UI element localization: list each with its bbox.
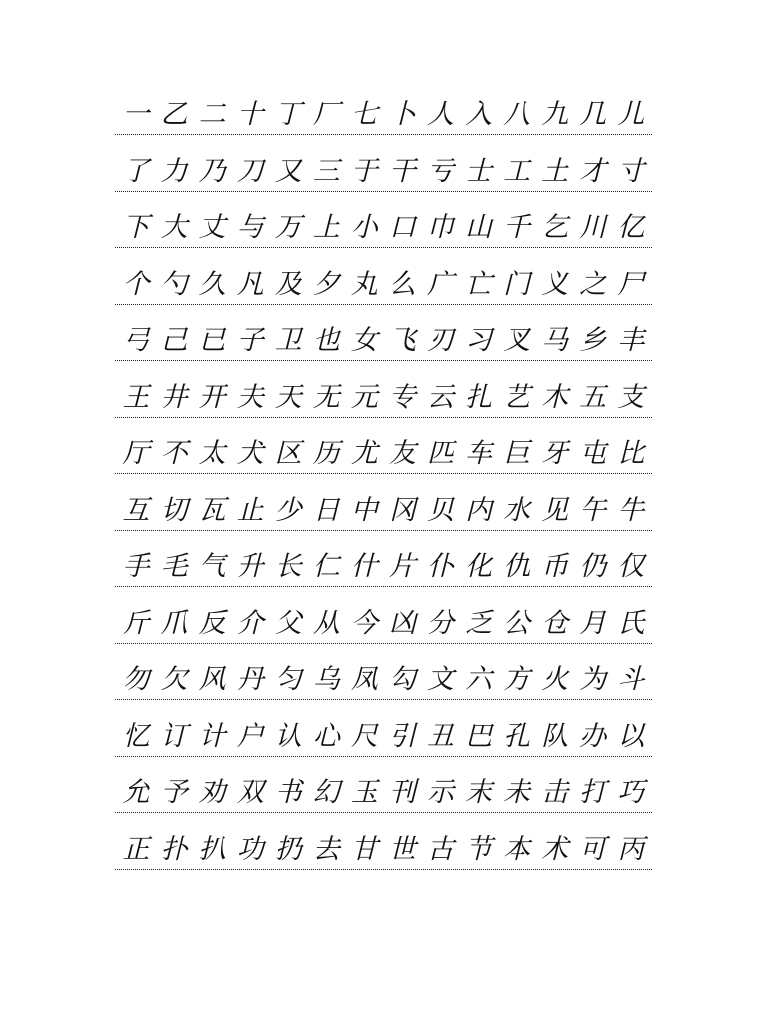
character: 井 [160, 381, 188, 413]
character: 儿 [617, 99, 645, 130]
character: 去 [312, 833, 340, 865]
character: 广 [427, 268, 454, 300]
character-row [115, 830, 652, 870]
character: 引 [388, 720, 416, 752]
character: 幻 [312, 777, 340, 808]
character: 丙 [617, 833, 645, 865]
character: 水 [503, 494, 531, 526]
character: 中 [350, 494, 378, 526]
character: 贝 [427, 494, 454, 526]
character: 厅 [122, 438, 150, 469]
character: 斤 [122, 607, 150, 639]
character: 川 [579, 212, 607, 243]
character-row [115, 717, 652, 757]
character: 也 [312, 325, 340, 356]
character: 刃 [427, 325, 454, 356]
character: 习 [465, 325, 493, 356]
character: 勾 [388, 664, 416, 695]
character: 爪 [160, 607, 188, 639]
character: 亡 [465, 268, 493, 300]
character: 十 [236, 99, 264, 130]
character: 巴 [465, 720, 493, 752]
character: 打 [579, 777, 607, 808]
character: 干 [388, 155, 416, 187]
character: 认 [274, 720, 302, 752]
character: 万 [274, 212, 302, 243]
character: 勺 [160, 268, 188, 300]
character: 犬 [236, 438, 264, 469]
character: 牛 [617, 494, 645, 526]
character: 少 [274, 494, 302, 526]
character: 凡 [236, 268, 264, 300]
character: 寸 [617, 155, 645, 187]
character: 乡 [579, 325, 607, 356]
character: 见 [541, 494, 569, 526]
character-row [115, 208, 652, 248]
character: 欠 [160, 664, 188, 695]
character: 币 [541, 551, 569, 582]
character: 玉 [350, 777, 378, 808]
character: 忆 [122, 720, 150, 752]
character: 气 [198, 551, 226, 582]
character: 本 [503, 833, 531, 865]
character: 又 [274, 155, 302, 187]
character: 刀 [236, 155, 264, 187]
character: 分 [427, 607, 454, 639]
character: 风 [198, 664, 226, 695]
character-row [115, 321, 652, 361]
character: 乌 [312, 664, 340, 695]
character: 山 [465, 212, 493, 243]
character: 乃 [198, 155, 226, 187]
character: 士 [465, 155, 493, 187]
character: 化 [465, 551, 493, 582]
character: 口 [388, 212, 416, 243]
character: 匹 [427, 438, 454, 469]
character: 手 [122, 551, 150, 582]
character: 巨 [503, 438, 531, 469]
character: 巾 [427, 212, 454, 243]
character: 切 [160, 494, 188, 526]
character: 已 [198, 325, 226, 356]
character: 互 [122, 494, 150, 526]
character: 劝 [198, 777, 226, 808]
character: 夕 [312, 268, 340, 300]
character: 尸 [617, 268, 645, 300]
character: 片 [388, 551, 416, 582]
character: 介 [236, 607, 264, 639]
character: 六 [465, 664, 493, 695]
character: 五 [579, 381, 607, 413]
character: 冈 [388, 494, 416, 526]
character: 叉 [503, 325, 531, 356]
character: 丑 [427, 720, 454, 752]
character: 子 [236, 325, 264, 356]
character: 卜 [388, 99, 416, 130]
character: 二 [198, 99, 226, 130]
character: 木 [541, 381, 569, 413]
character: 一 [122, 99, 150, 130]
character: 火 [541, 664, 569, 695]
character: 午 [579, 494, 607, 526]
character: 止 [236, 494, 264, 526]
character: 车 [465, 438, 493, 469]
character: 术 [541, 833, 569, 865]
character: 办 [579, 720, 607, 752]
character: 九 [541, 99, 569, 130]
character: 孔 [503, 720, 531, 752]
character: 甘 [350, 833, 378, 865]
character: 文 [427, 664, 454, 695]
character: 土 [541, 155, 569, 187]
character: 日 [312, 494, 340, 526]
character: 三 [312, 155, 340, 187]
character: 示 [427, 777, 454, 808]
character: 节 [465, 833, 493, 865]
character: 乙 [160, 99, 188, 130]
character: 今 [350, 607, 378, 639]
character: 开 [198, 381, 226, 413]
character: 丁 [274, 99, 302, 130]
character: 天 [274, 381, 302, 413]
character: 人 [427, 99, 454, 130]
character: 弓 [122, 325, 150, 356]
character: 瓦 [198, 494, 226, 526]
character: 卫 [274, 325, 302, 356]
character: 予 [160, 777, 188, 808]
character: 巧 [617, 777, 645, 808]
character: 什 [350, 551, 378, 582]
character: 仓 [541, 607, 569, 639]
character: 允 [122, 777, 150, 808]
character-row [115, 434, 652, 474]
character: 丸 [350, 268, 378, 300]
character: 之 [579, 268, 607, 300]
character: 亏 [427, 155, 454, 187]
character: 氏 [617, 607, 645, 639]
character-row [115, 378, 652, 418]
character: 仍 [579, 551, 607, 582]
character: 乏 [465, 607, 493, 639]
character: 马 [541, 325, 569, 356]
character-row [115, 773, 652, 813]
character: 计 [198, 720, 226, 752]
character: 书 [274, 777, 302, 808]
character: 友 [388, 438, 416, 469]
character: 未 [503, 777, 531, 808]
character: 及 [274, 268, 302, 300]
character: 么 [388, 268, 416, 300]
character: 支 [617, 381, 645, 413]
character: 毛 [160, 551, 188, 582]
character: 世 [388, 833, 416, 865]
character: 以 [617, 720, 645, 752]
character-row [115, 660, 652, 700]
character: 凤 [350, 664, 378, 695]
character: 尺 [350, 720, 378, 752]
character: 千 [503, 212, 531, 243]
character-row [115, 265, 652, 305]
character: 元 [350, 381, 378, 413]
character: 大 [160, 212, 188, 243]
character: 反 [198, 607, 226, 639]
character: 为 [579, 664, 607, 695]
character: 扒 [198, 833, 226, 865]
character: 可 [579, 833, 607, 865]
character: 与 [236, 212, 264, 243]
character: 丹 [236, 664, 264, 695]
character: 户 [236, 720, 264, 752]
character: 双 [236, 777, 264, 808]
character: 几 [579, 99, 607, 130]
character: 扑 [160, 833, 188, 865]
character: 艺 [503, 381, 531, 413]
character: 下 [122, 212, 150, 243]
character: 牙 [541, 438, 569, 469]
character: 个 [122, 268, 150, 300]
character: 队 [541, 720, 569, 752]
character: 匀 [274, 664, 302, 695]
character: 区 [274, 438, 302, 469]
character: 无 [312, 381, 340, 413]
character: 仁 [312, 551, 340, 582]
character: 勿 [122, 664, 150, 695]
character: 七 [350, 99, 378, 130]
character-row [115, 95, 652, 135]
character: 斗 [617, 664, 645, 695]
character: 心 [312, 720, 340, 752]
character: 公 [503, 607, 531, 639]
character: 仇 [503, 551, 531, 582]
character: 小 [350, 212, 378, 243]
character: 仆 [427, 551, 454, 582]
character: 丰 [617, 325, 645, 356]
character: 尤 [350, 438, 378, 469]
character: 夫 [236, 381, 264, 413]
character: 古 [427, 833, 454, 865]
character: 屯 [579, 438, 607, 469]
character-row [115, 152, 652, 192]
character: 刊 [388, 777, 416, 808]
character: 不 [160, 438, 188, 469]
character: 王 [122, 381, 150, 413]
character: 云 [427, 381, 454, 413]
character: 太 [198, 438, 226, 469]
character: 入 [465, 99, 493, 130]
character: 比 [617, 438, 645, 469]
character: 丈 [198, 212, 226, 243]
character: 方 [503, 664, 531, 695]
character-row [115, 491, 652, 531]
character-row [115, 604, 652, 644]
character: 历 [312, 438, 340, 469]
character: 末 [465, 777, 493, 808]
character: 了 [122, 155, 150, 187]
character: 于 [350, 155, 378, 187]
character: 义 [541, 268, 569, 300]
character: 扔 [274, 833, 302, 865]
character: 亿 [617, 212, 645, 243]
character: 上 [312, 212, 340, 243]
character: 凶 [388, 607, 416, 639]
character: 父 [274, 607, 302, 639]
character: 升 [236, 551, 264, 582]
character: 己 [160, 325, 188, 356]
character: 飞 [388, 325, 416, 356]
character: 力 [160, 155, 188, 187]
character: 从 [312, 607, 340, 639]
character: 专 [388, 381, 416, 413]
character: 长 [274, 551, 302, 582]
character: 扎 [465, 381, 493, 413]
character-row [115, 547, 652, 587]
character: 击 [541, 777, 569, 808]
character: 八 [503, 99, 531, 130]
character: 厂 [312, 99, 340, 130]
character: 门 [503, 268, 531, 300]
character: 功 [236, 833, 264, 865]
character: 内 [465, 494, 493, 526]
character: 才 [579, 155, 607, 187]
character: 久 [198, 268, 226, 300]
character: 工 [503, 155, 531, 187]
character: 订 [160, 720, 188, 752]
character: 仅 [617, 551, 645, 582]
character: 正 [122, 833, 150, 865]
character: 女 [350, 325, 378, 356]
character: 月 [579, 607, 607, 639]
character: 乞 [541, 212, 569, 243]
